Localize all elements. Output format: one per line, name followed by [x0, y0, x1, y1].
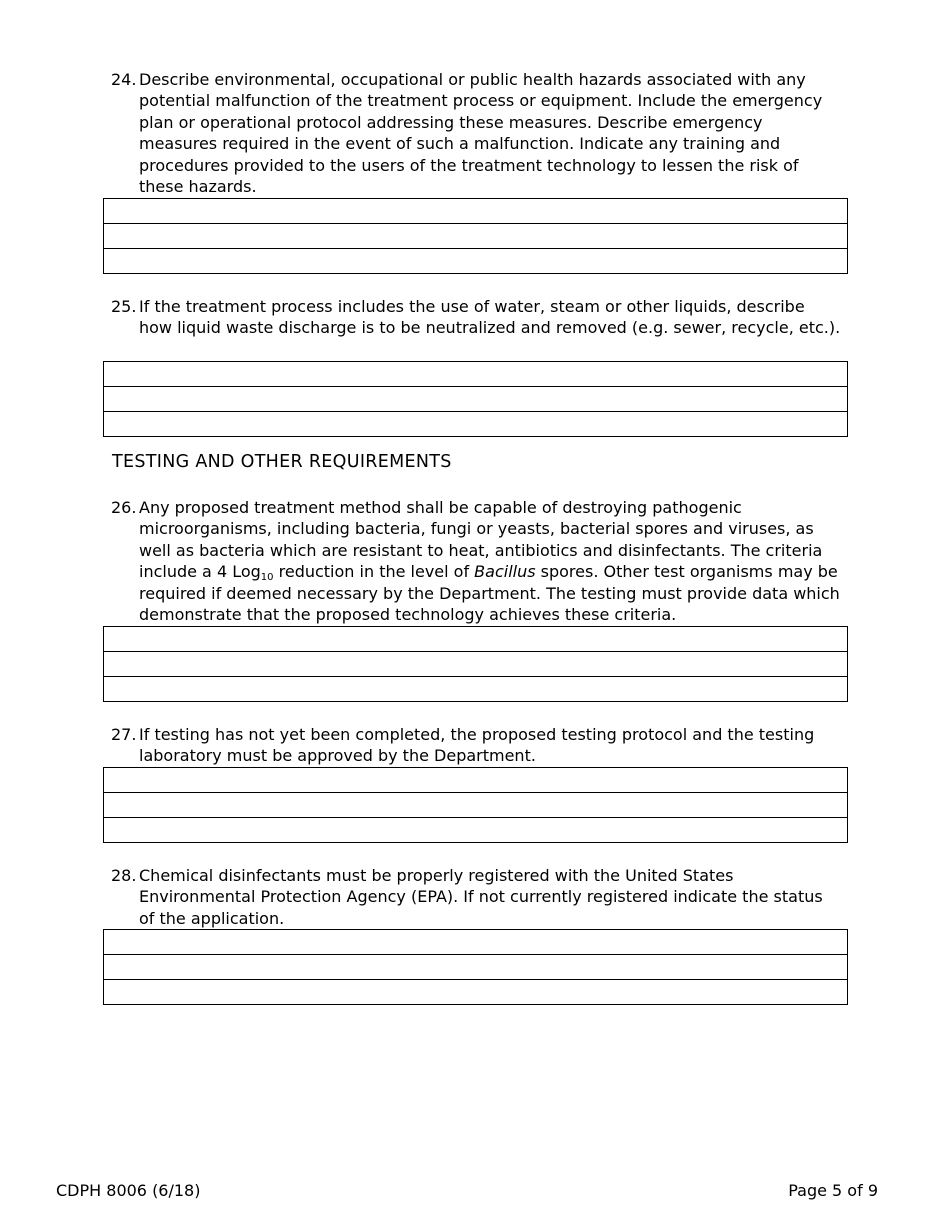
answer-line[interactable]	[104, 955, 848, 980]
answer-line[interactable]	[104, 793, 848, 818]
answer-line[interactable]	[104, 677, 848, 702]
question-number: 25.	[111, 297, 137, 316]
question-number: 24.	[111, 70, 137, 89]
question-text: If the treatment process includes the use of water, steam or other liquids, describe how liquid waste discharge is to be neutralized and removed (e.g. sewer, recycle, etc.).	[139, 297, 841, 338]
question-26	[111, 497, 841, 625]
question-number: 26.	[111, 498, 137, 517]
form-id: CDPH 8006 (6/18)	[56, 1181, 201, 1200]
answer-line[interactable]	[104, 930, 848, 955]
answer-box-25	[103, 361, 848, 437]
answer-line[interactable]	[104, 980, 848, 1005]
answer-box-27	[103, 767, 848, 843]
answer-box-24	[103, 198, 848, 274]
question-text: Chemical disinfectants must be properly registered with the United States Environmental Protection Agency (EPA). If not currently registered indicate the status of the application.	[139, 866, 823, 928]
question-number: 27.	[111, 725, 137, 744]
question-number: 28.	[111, 866, 137, 885]
answer-line[interactable]	[104, 224, 848, 249]
question-text-part: reduction in the level of	[273, 562, 475, 582]
question-text-part: Any proposed treatment method shall be capable of destroying pathogenic microorganisms, including bacteria, fungi or yeasts, bacterial spores and viruses, as well as bacteria which are resistant to heat, antibiotics and disinfectants. The criteria include a 4 Log	[139, 498, 823, 582]
answer-line[interactable]	[104, 627, 848, 652]
question-text: Describe environmental, occupational or public health hazards associated with any potential malfunction of the treatment process or equipment. Include the emergency plan or operational protocol addressing these measures. Describe emergency measures required in the event of such a malfunction. Indicate any training and procedures provided to the users of the treatment technology to lessen the risk of these hazards.	[139, 70, 823, 197]
question-text-part: spores. Other test organisms may be required if deemed necessary by the Department. The testing must provide data which demonstrate that the proposed technology achieves these criteria.	[139, 562, 840, 625]
answer-line[interactable]	[104, 387, 848, 412]
question-25	[111, 296, 841, 339]
answer-line[interactable]	[104, 818, 848, 843]
answer-line[interactable]	[104, 652, 848, 677]
section-heading: TESTING AND OTHER REQUIREMENTS	[112, 452, 452, 472]
question-text	[139, 497, 841, 625]
answer-line[interactable]	[104, 199, 848, 224]
answer-box-26	[103, 626, 848, 702]
question-28	[111, 865, 841, 929]
answer-line[interactable]	[104, 249, 848, 274]
question-text: If testing has not yet been completed, the proposed testing protocol and the testing laboratory must be approved by the Department.	[139, 725, 815, 766]
subscript-text: 10	[260, 572, 274, 584]
italic-text: Bacillus	[474, 562, 536, 582]
question-24	[111, 69, 841, 197]
question-27	[111, 724, 841, 767]
answer-box-28	[103, 929, 848, 1005]
page-number: Page 5 of 9	[788, 1181, 878, 1200]
answer-line[interactable]	[104, 412, 848, 437]
answer-line[interactable]	[104, 768, 848, 793]
answer-line[interactable]	[104, 362, 848, 387]
